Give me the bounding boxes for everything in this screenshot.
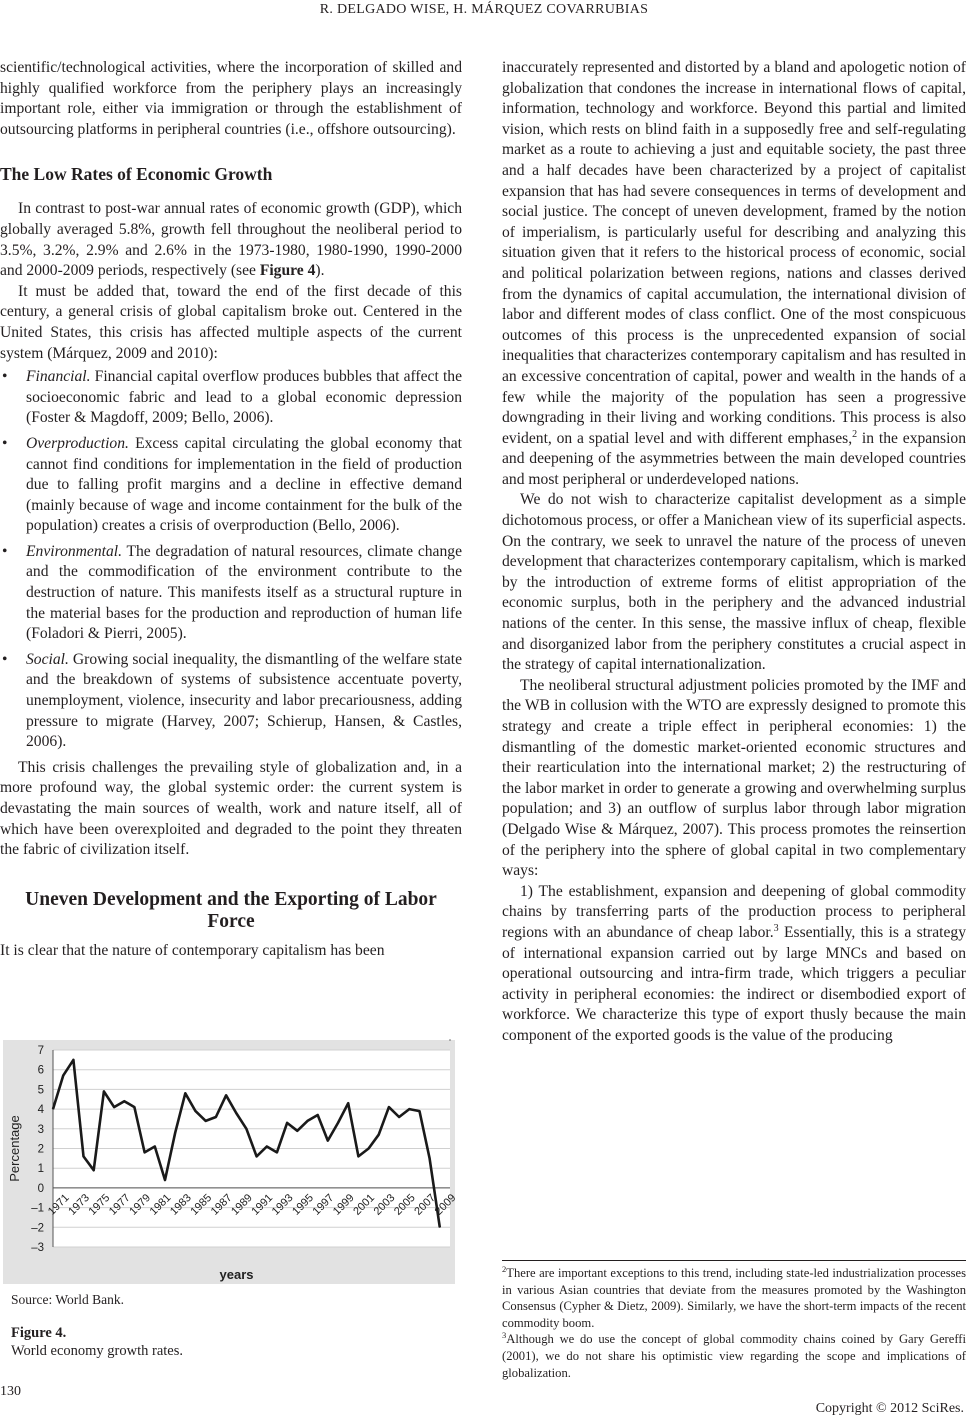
list-item: • Environmental. The degradation of natural resources, climate change and the commodification of the environment contribute to the destruction of nature. This manifests itself as a structural rupture in the material bases for the production and reproduction of human life (Foladori & Pierri, 2005). — [2, 542, 462, 643]
list-item: • Overproduction. Excess capital circulating the global economy that cannot find conditions for implementation in the field of production due to falling profit margins and a decline in effective demand (mainly because of wage and income containment for the bulk of the population) creates a crisis of overproduction (Bello, 2006). — [2, 434, 462, 535]
footnote: $^3$Although we do use the concept of global commodity chains coined by Gary Gereffi (2001), we do not share his optimistic view regarding the scope and implications of globalization. — [502, 1330, 966, 1380]
y-tick-label: 4 — [37, 1104, 44, 1117]
y-tick-label: 3 — [37, 1123, 44, 1136]
section-heading: Uneven Development and the Exporting of Labor Force — [25, 888, 437, 932]
data-point — [337, 1122, 338, 1123]
data-point — [246, 1128, 247, 1129]
data-point — [236, 1112, 237, 1113]
x-tick-label: 2005 — [391, 1191, 418, 1218]
chart-svg — [3, 1040, 459, 1284]
x-tick-label: 2009 — [432, 1191, 459, 1218]
paragraph: It is clear that the nature of contemporary capitalism has been — [0, 941, 385, 959]
bullet-list — [0, 367, 462, 753]
paragraph: We do not wish to characterize capitalist development as a simple dichotomous process, or offer a Manichean view of its superficial aspects. On the contrary, we seek to unravel the nature of the process of uneven development that characterizes contemporary capitalism, which is marked by the introduction of extreme forms of elitist appropriation of the economic surplus, both in the periphery and the advanced industrial nations of the center. In this sense, the massive influx of cheap, flexible and disorganized labor from the periphery constitutes a crucial aspect in the strategy of capital internationalization. — [502, 491, 966, 674]
data-point — [134, 1107, 135, 1108]
y-tick-label: 6 — [37, 1064, 44, 1077]
paragraph: 1) The establishment, expansion and deepening of global commodity chains by transferring parts of the production process to peripheral regions with an abundance of cheap labor.$^3$ Essentially, this is a strategy of international expansion carried out by large MNCs and based on operational outsourcing and intra-firm trade, which triggers a peculiar activity in peripheral economies: the indirect or disembodied export of workforce. We characterize this type of export thusly because the main component of the exported goods is the value of the producing — [502, 882, 966, 1044]
data-point — [327, 1140, 328, 1141]
bullet-icon: • — [2, 650, 8, 668]
data-point — [113, 1107, 114, 1108]
footnote-marker: 2 — [852, 428, 858, 440]
y-tick-label: 1 — [37, 1163, 44, 1176]
data-point — [256, 1156, 257, 1157]
data-point — [287, 1122, 288, 1123]
x-tick-label: 2007 — [412, 1191, 439, 1218]
paragraph: inaccurately represented and distorted by a bland and apologetic notion of globalization that condones the increase in international flows of capital, information, technology and workforce. Beyond this partial and limited vision, which rests on blind faith in a supposedly free and self-regulating market as a route to achieving a just and equitable society, the past three and a half decades have been characterized by a project of capitalist expansion that has had severe consequences in terms of development and social justice. The concept of uneven development, framed by the notion of imperialism, is particularly useful for describing and analyzing this situation given that it refers to the historical process of economic, social and political polarization between regions, nations and classes derived from the dynamics of capital accumulation, the international division of labor and different modes of class conflict. One of the most conspicuous outcomes of this process is the unprecedented expansion of social inequalities that characterizes contemporary capitalism and has resulted in an excessive concentration of capital, power and wealth in the hands of a few while the majority of the population has seen a progressive downgrading in their living and working conditions. This process is also evident, on a spatial level and with different emphases,$^2$ in the expansion and deepening of the asymmetries between the main developed countries and most peripheral or underdeveloped nations. — [502, 59, 966, 488]
data-point — [388, 1107, 389, 1108]
x-tick-label: 1979 — [127, 1191, 154, 1218]
data-point — [358, 1156, 359, 1157]
paragraph: It must be added that, toward the end of the first decade of this century, a general crisis of global capitalism broke out. Centered in the United States, this crisis has affected multiple aspects of the current system (Márquez, 2009 and 2010): — [0, 282, 462, 362]
y-tick-label: –2 — [31, 1222, 44, 1235]
list-item: • Social. Growing social inequality, the dismantling of the welfare state and the breakdown of systems of subsistence accentuate poverty, unemployment, violence, insecurity and labor precariousness, adding pressure to migrate (Harvey, 2007; Schierup, Hansen, & Castles, 2006). — [2, 650, 462, 751]
data-point — [73, 1059, 74, 1060]
x-tick-label: 1981 — [147, 1191, 174, 1218]
running-header: R. DELGADO WISE, H. MÁRQUEZ COVARRUBIAS — [319, 2, 649, 17]
data-point — [52, 1109, 53, 1110]
data-point — [63, 1075, 64, 1076]
data-point — [409, 1109, 410, 1110]
data-point — [185, 1093, 186, 1094]
data-point — [317, 1114, 318, 1115]
data-point — [297, 1130, 298, 1131]
figure-caption-text: World economy growth rates. — [11, 1343, 183, 1359]
data-point — [144, 1152, 145, 1153]
x-tick-label: 2001 — [351, 1191, 378, 1218]
x-tick-label: 1983 — [168, 1191, 194, 1218]
x-tick-label: 1999 — [330, 1191, 357, 1218]
x-tick-label: 1989 — [229, 1191, 255, 1218]
data-point — [124, 1101, 125, 1102]
data-point — [439, 1227, 440, 1228]
data-point — [215, 1116, 216, 1117]
data-point — [399, 1116, 400, 1117]
growth-rate-chart — [3, 1040, 459, 1284]
x-tick-label: 1985 — [188, 1191, 215, 1218]
figure-label: Figure 4. — [11, 1325, 67, 1341]
data-point — [449, 1039, 450, 1040]
data-point — [266, 1146, 267, 1147]
y-tick-label: 5 — [37, 1084, 44, 1097]
data-point — [419, 1110, 420, 1111]
section-heading: The Low Rates of Economic Growth — [0, 164, 273, 185]
data-point — [225, 1095, 226, 1096]
bullet-icon: • — [2, 542, 8, 560]
y-tick-label: –1 — [31, 1202, 44, 1215]
x-tick-label: 1995 — [290, 1191, 316, 1218]
x-tick-label: 2003 — [371, 1191, 398, 1218]
footnote: $^2$There are important exceptions to this trend, including state-led industrialization processes in various Asian countries that deviate from the measures promoted by the Washington Consensus (Cypher & Dietz, 2009). Similarly, we have the short-term impacts of the recent commodity boom. — [502, 1263, 966, 1330]
bullet-icon: • — [2, 368, 8, 386]
data-point — [93, 1170, 94, 1171]
y-tick-label: 0 — [37, 1182, 44, 1195]
figure-source: Source: World Bank. — [11, 1292, 125, 1307]
x-tick-label: 1993 — [269, 1191, 296, 1218]
data-point — [307, 1120, 308, 1121]
figure-caption — [11, 1324, 183, 1360]
paragraph: The neoliberal structural adjustment policies promoted by the IMF and the WB in collusion with the WTO are expressly designed to promote this strategy and create a triple effect in peripheral economies: 1) the dismantling of the domestic market-oriented economic structures and their rearticulation into the international market; 2) the restructuring of the labor market in order to generate a growing and overwhelming surplus population; and 3) an outflow of surplus labor through labor migration (Delgado Wise & Márquez, 2007). This process promotes the reinsertion of the periphery into the sphere of global capital in two complementary ways: — [502, 676, 966, 880]
data-point — [429, 1158, 430, 1159]
x-tick-label: 1971 — [45, 1191, 72, 1218]
data-point — [154, 1146, 155, 1147]
x-tick-label: 1987 — [208, 1191, 235, 1218]
footnote-marker: 3 — [773, 922, 779, 934]
x-tick-label: 1973 — [66, 1191, 93, 1218]
data-point — [348, 1103, 349, 1104]
data-point — [103, 1091, 104, 1092]
paragraph: scientific/technological activities, where the incorporation of skilled and highly qualified workforce from the periphery plays an increasingly important role, either via immigration or through the establishment of outsourcing platforms in peripheral countries (i.e., offshore outsourcing). — [0, 59, 462, 138]
data-point — [175, 1132, 176, 1133]
paragraph: This crisis challenges the prevailing style of globalization and, in a more profound way, the global systemic order: the current system is devastating the main sources of wealth, work and nature itself, all of which have been overexploited and degraded to the point they threaten the fabric of civilization itself. — [0, 758, 462, 859]
x-axis-title: years — [219, 1267, 254, 1282]
data-point — [276, 1152, 277, 1153]
list-item: • Financial. Financial capital overflow produces bubbles that affect the socioeconomic fabric and lead to a global economic depression (Foster & Magdoff, 2009; Bello, 2006). — [2, 368, 462, 427]
x-tick-label: 1991 — [249, 1191, 276, 1218]
paragraph: In contrast to post-war annual rates of economic growth (GDP), which globally averaged 5.8%, growth fell throughout the neoliberal period to 3.5%, 3.2%, 2.9% and 2.6% in the 1973-1980, 1980-1990, 1990-2000 and 2000-2009 periods, respectively (see Figure 4). — [0, 200, 462, 280]
x-tick-label: 1997 — [310, 1191, 337, 1218]
copyright-notice: Copyright © 2012 SciRes. — [815, 1401, 964, 1416]
data-point — [164, 1179, 165, 1180]
y-tick-label: –3 — [31, 1242, 44, 1254]
page-number: 130 — [0, 1384, 21, 1399]
right-column — [502, 58, 966, 1047]
data-point — [83, 1156, 84, 1157]
y-axis-title: Percentage — [7, 1115, 22, 1182]
left-column — [0, 58, 462, 961]
data-point — [368, 1148, 369, 1149]
data-point — [195, 1110, 196, 1111]
x-tick-label: 1975 — [86, 1191, 113, 1218]
figure-reference: Figure 4 — [259, 262, 316, 280]
data-point — [378, 1134, 379, 1135]
data-point — [205, 1120, 206, 1121]
y-tick-label: 2 — [37, 1143, 44, 1156]
x-tick-label: 1977 — [106, 1191, 133, 1218]
bullet-icon: • — [2, 434, 8, 452]
footnotes — [502, 1260, 966, 1381]
y-tick-label: 7 — [37, 1045, 44, 1057]
